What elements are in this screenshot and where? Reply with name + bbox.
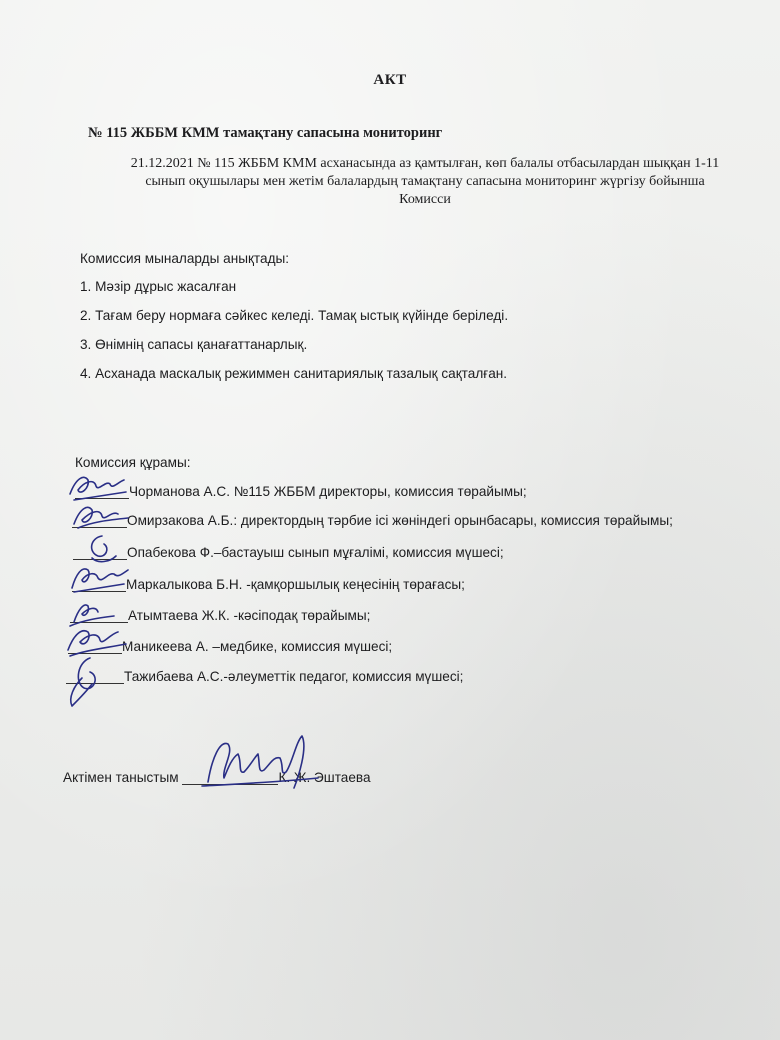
commission-member [66, 667, 463, 684]
finding-item: 2. Тағам беру нормаға сәйкес келеді. Тамақ ыстық күйінде беріледі. [80, 308, 509, 323]
acknowledgement-name: К. Ж. Эштаева [278, 770, 371, 785]
commission-member [72, 511, 673, 528]
findings-heading: Комиссия мыналарды анықтады: [80, 251, 290, 266]
finding-item: 4. Асханада маскалық режиммен санитариялық тазалық сақталған. [80, 366, 508, 381]
acknowledgement-label: Актімен таныстым [63, 770, 179, 785]
member-text: Чорманова А.С. №115 ЖББМ директоры, комиссия төрайымы; [129, 484, 527, 499]
finding-item: 1. Мәзір дұрыс жасалған [80, 279, 237, 294]
signature-image [198, 728, 328, 800]
commission-member [75, 482, 527, 499]
intro-line: 21.12.2021 № 115 ЖББМ КММ асханасында аз қамтылған, көп балалы отбасылардан шыққан 1-11 [130, 156, 720, 171]
member-text: Опабекова Ф.–бастауыш сынып мұғалімі, комиссия мүшесі; [127, 545, 504, 560]
member-text: Омирзакова А.Б.: директордың тәрбие ісі жөніндегі орынбасары, комиссия төрайымы; [127, 513, 673, 528]
signature-image [60, 652, 124, 710]
signature-image [66, 560, 136, 596]
document-subtitle: № 115 ЖББМ КММ тамақтану сапасына мониторинг [88, 125, 443, 141]
commission-heading: Комиссия құрамы: [75, 455, 191, 470]
commission-member [73, 543, 504, 560]
member-text: Атымтаева Ж.К. -кәсіподақ төрайымы; [128, 608, 371, 623]
member-text: Маркалыкова Б.Н. -қамқоршылық кеңесінің төрағасы; [126, 577, 465, 592]
intro-line: Комисси [399, 192, 451, 207]
finding-item: 3. Өнімнің сапасы қанағаттанарлық. [80, 337, 308, 352]
document-title: АКТ [373, 72, 407, 88]
member-text: Маникеева А. –медбике, комиссия мүшесі; [122, 639, 393, 654]
intro-paragraph [80, 155, 770, 209]
member-text: Тажибаева А.С.-әлеуметтік педагог, комиссия мүшесі; [124, 669, 464, 684]
intro-line: сынып оқушылары мен жетім балалардың тамақтану сапасына мониторинг жүргізу бойынша [145, 174, 705, 189]
